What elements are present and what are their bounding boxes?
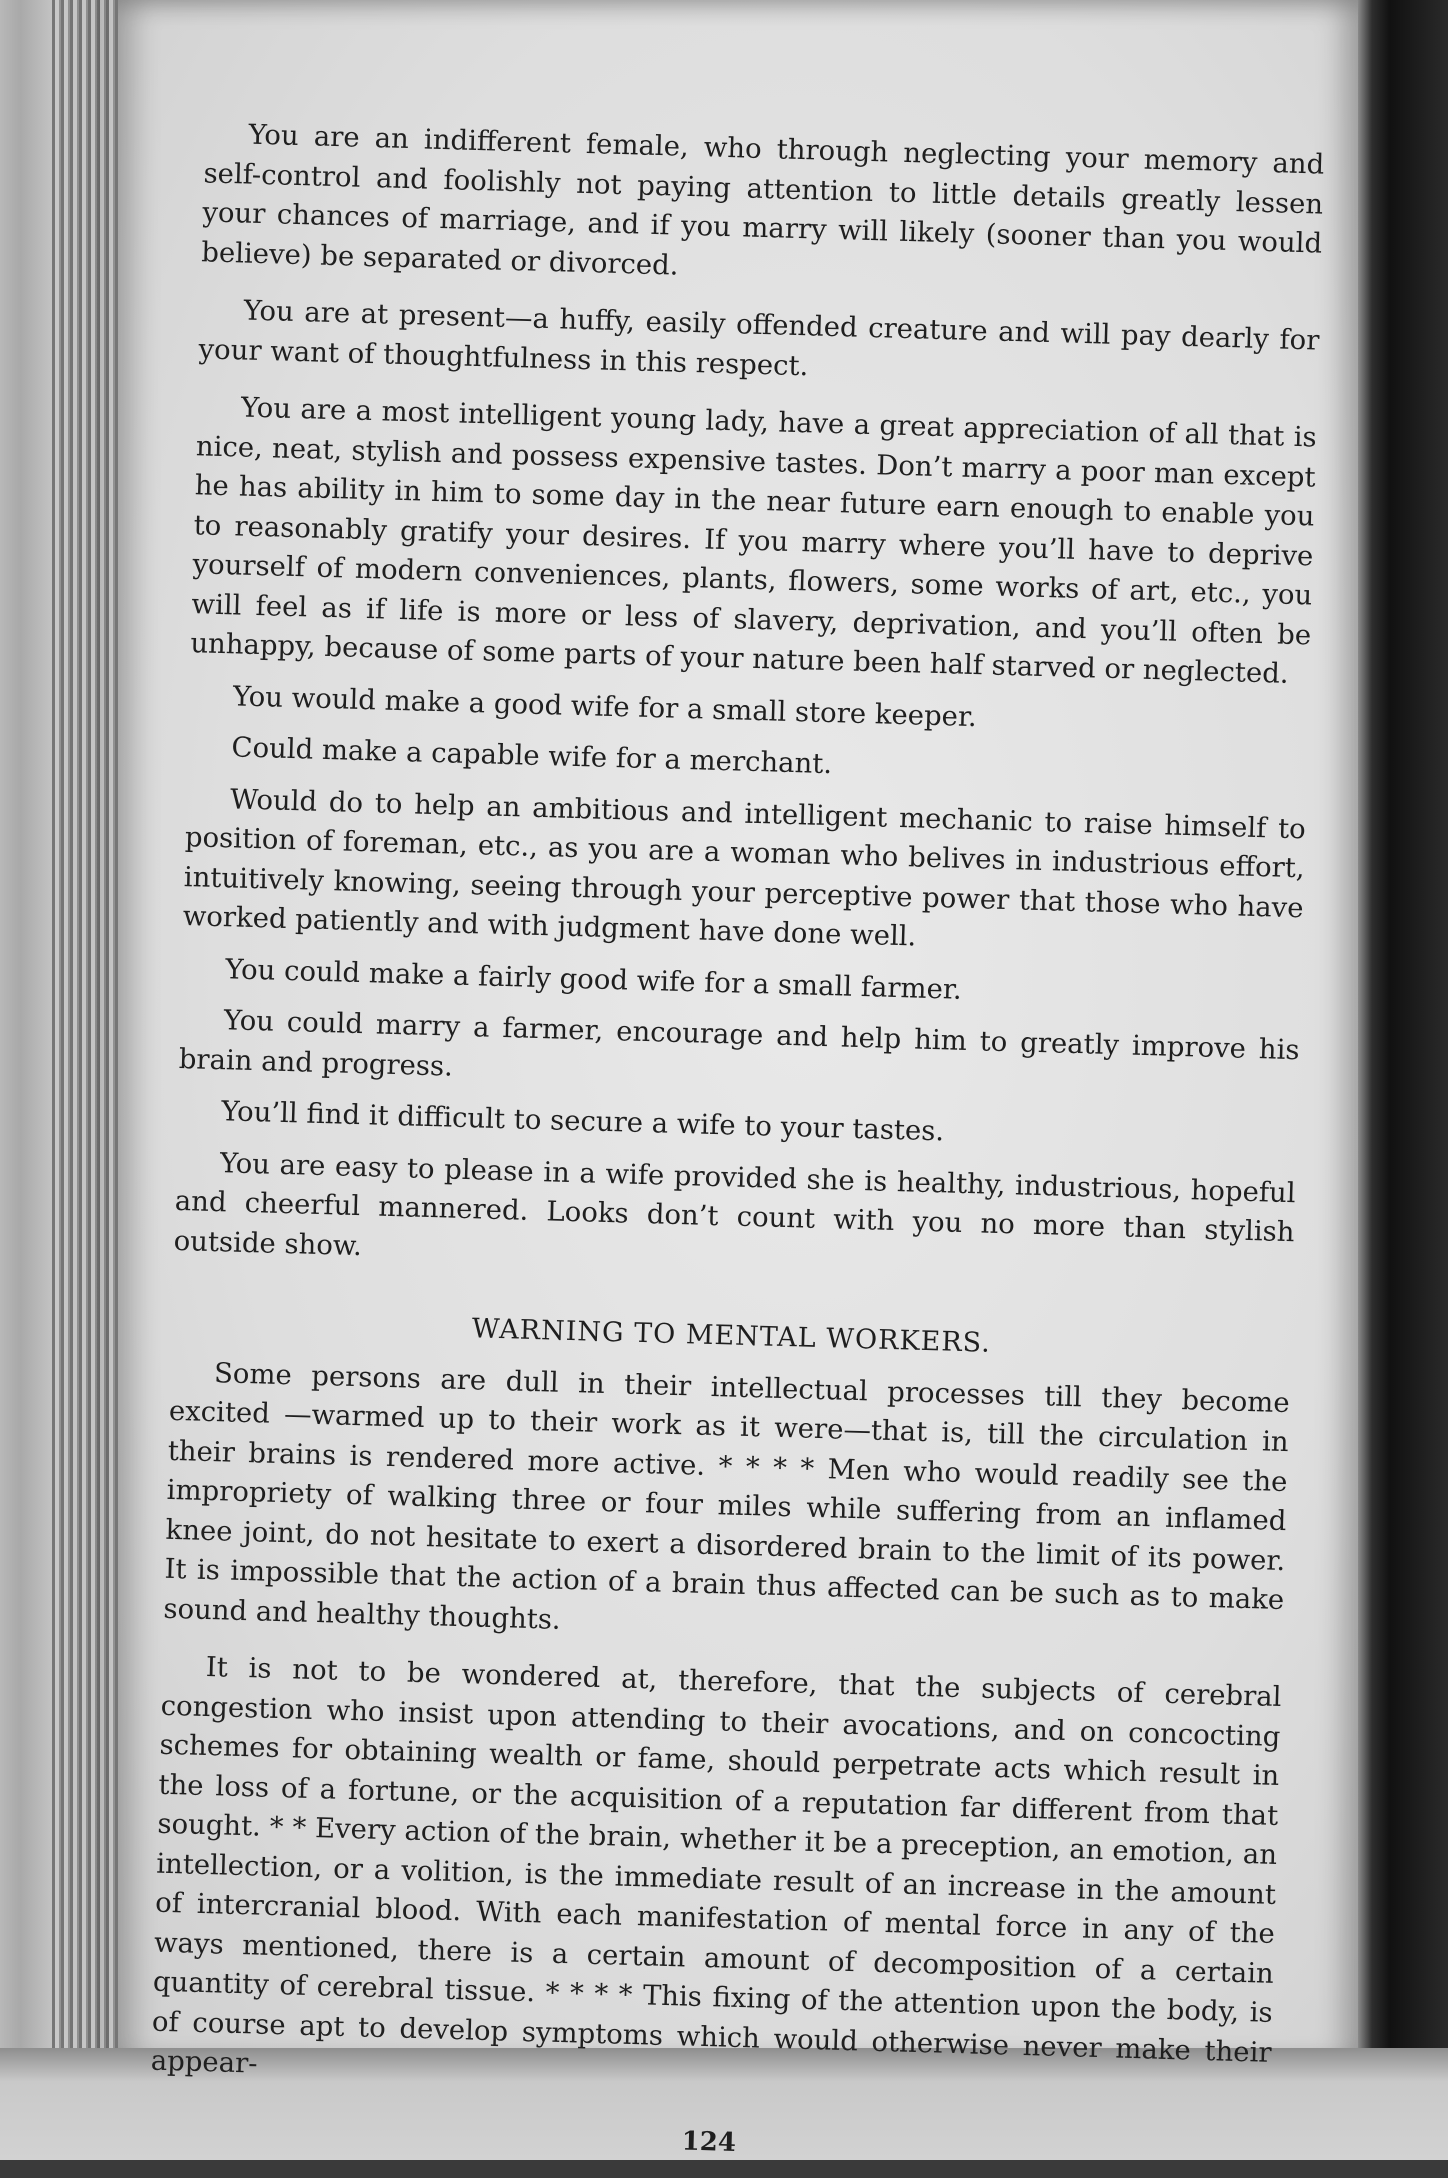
paragraph-small-farmer: You could make a fairly good wife for a small farmer.: [224, 952, 963, 1006]
paragraph-dull-processes: Some persons are dull in their intellectual processes till they become excited —warmed up to their work as it were—that is, till the circulation in their brains is rendered more active. * * * * Men who would readily see the impropriety of walking three or four miles while suffering from an inflamed knee joint, do not hesitate to exert a disordered brain to the limit of its power. It is impossible that the action of a brain thus affected can be such as to make sound and healthy thoughts.: [163, 1356, 1291, 1636]
paragraph-mechanic: Would do to help an ambitious and intelligent mechanic to raise himself to position of foreman, etc., as you are a woman who belives in industrious effort, intuitively knowing, seeing through your perceptive power that those who have worked patiently and with judgment have done well.: [182, 782, 1307, 953]
page-number: 124: [681, 2125, 737, 2158]
page-edges: [52, 0, 124, 2060]
paragraph-intelligent-lady: You are a most intelligent young lady, have a great appreciation of all that is nice, neat, stylish and possess expensive tastes. Don’t marry a poor man except he has ability in him to some day in the near future earn enough to enable you to reasonably gratify your desires. If you marry where you’ll have to deprive yourself of modern conveniences, plants, flowers, some works of art, etc., you will feel as if life is more or less of slavery, deprivation, and you’ll often be unhappy, because of some parts of your nature been half starved or neglected.: [190, 391, 1318, 690]
paragraph-merchant: Could make a capable wife for a merchant.: [231, 731, 833, 781]
paragraph-indifferent-female: You are an indifferent female, who through neglecting your memory and self-control and foolishly not paying attention to little details greatly lessen your chances of marriage, and if you marry will likely (sooner than you would believe) be separated or divorced.: [200, 118, 1325, 282]
paragraph-easy-to-please: You are easy to please in a wife provided she is healthy, industrious, hopeful and cheerful mannered. Looks don’t count with you no more than stylish outside show.: [173, 1146, 1296, 1262]
page-text: [148, 114, 1324, 2177]
paragraph-difficult-wife: You’ll find it difficult to secure a wife to your tastes.: [220, 1095, 945, 1148]
paragraph-marry-farmer: You could marry a farmer, encourage and help him to greatly improve his brain and progress.: [178, 1004, 1300, 1083]
paragraph-huffy: You are at present—a huffy, easily offended creature and will pay dearly for your want of thoughtfulness in this respect.: [198, 294, 1320, 382]
paragraph-cerebral-congestion: It is not to be wondered at, therefore, that the subjects of cerebral congestion who insist upon attending to their avocations, and on concocting schemes for obtaining wealth or fame, should perpetrate acts which result in the loss of a fortune, or the acquisition of a reputation far different from that sought. * * Every action of the brain, whether it be a preception, an emotion, an intellection, or a volition, is the immediate result of an increase in the amount of intercranial blood. With each manifestation of mental force in any of the ways mentioned, there is a certain amount of decomposition of a certain quantity of cerebral tissue. * * * * This fixing of the attention upon the body, is of course apt to develop symptoms which would otherwise never make their appear-: [150, 1650, 1282, 2080]
paragraph-store-keeper: You would make a good wife for a small store keeper.: [232, 679, 978, 733]
section-heading: WARNING TO MENTAL WORKERS.: [471, 1313, 992, 1359]
